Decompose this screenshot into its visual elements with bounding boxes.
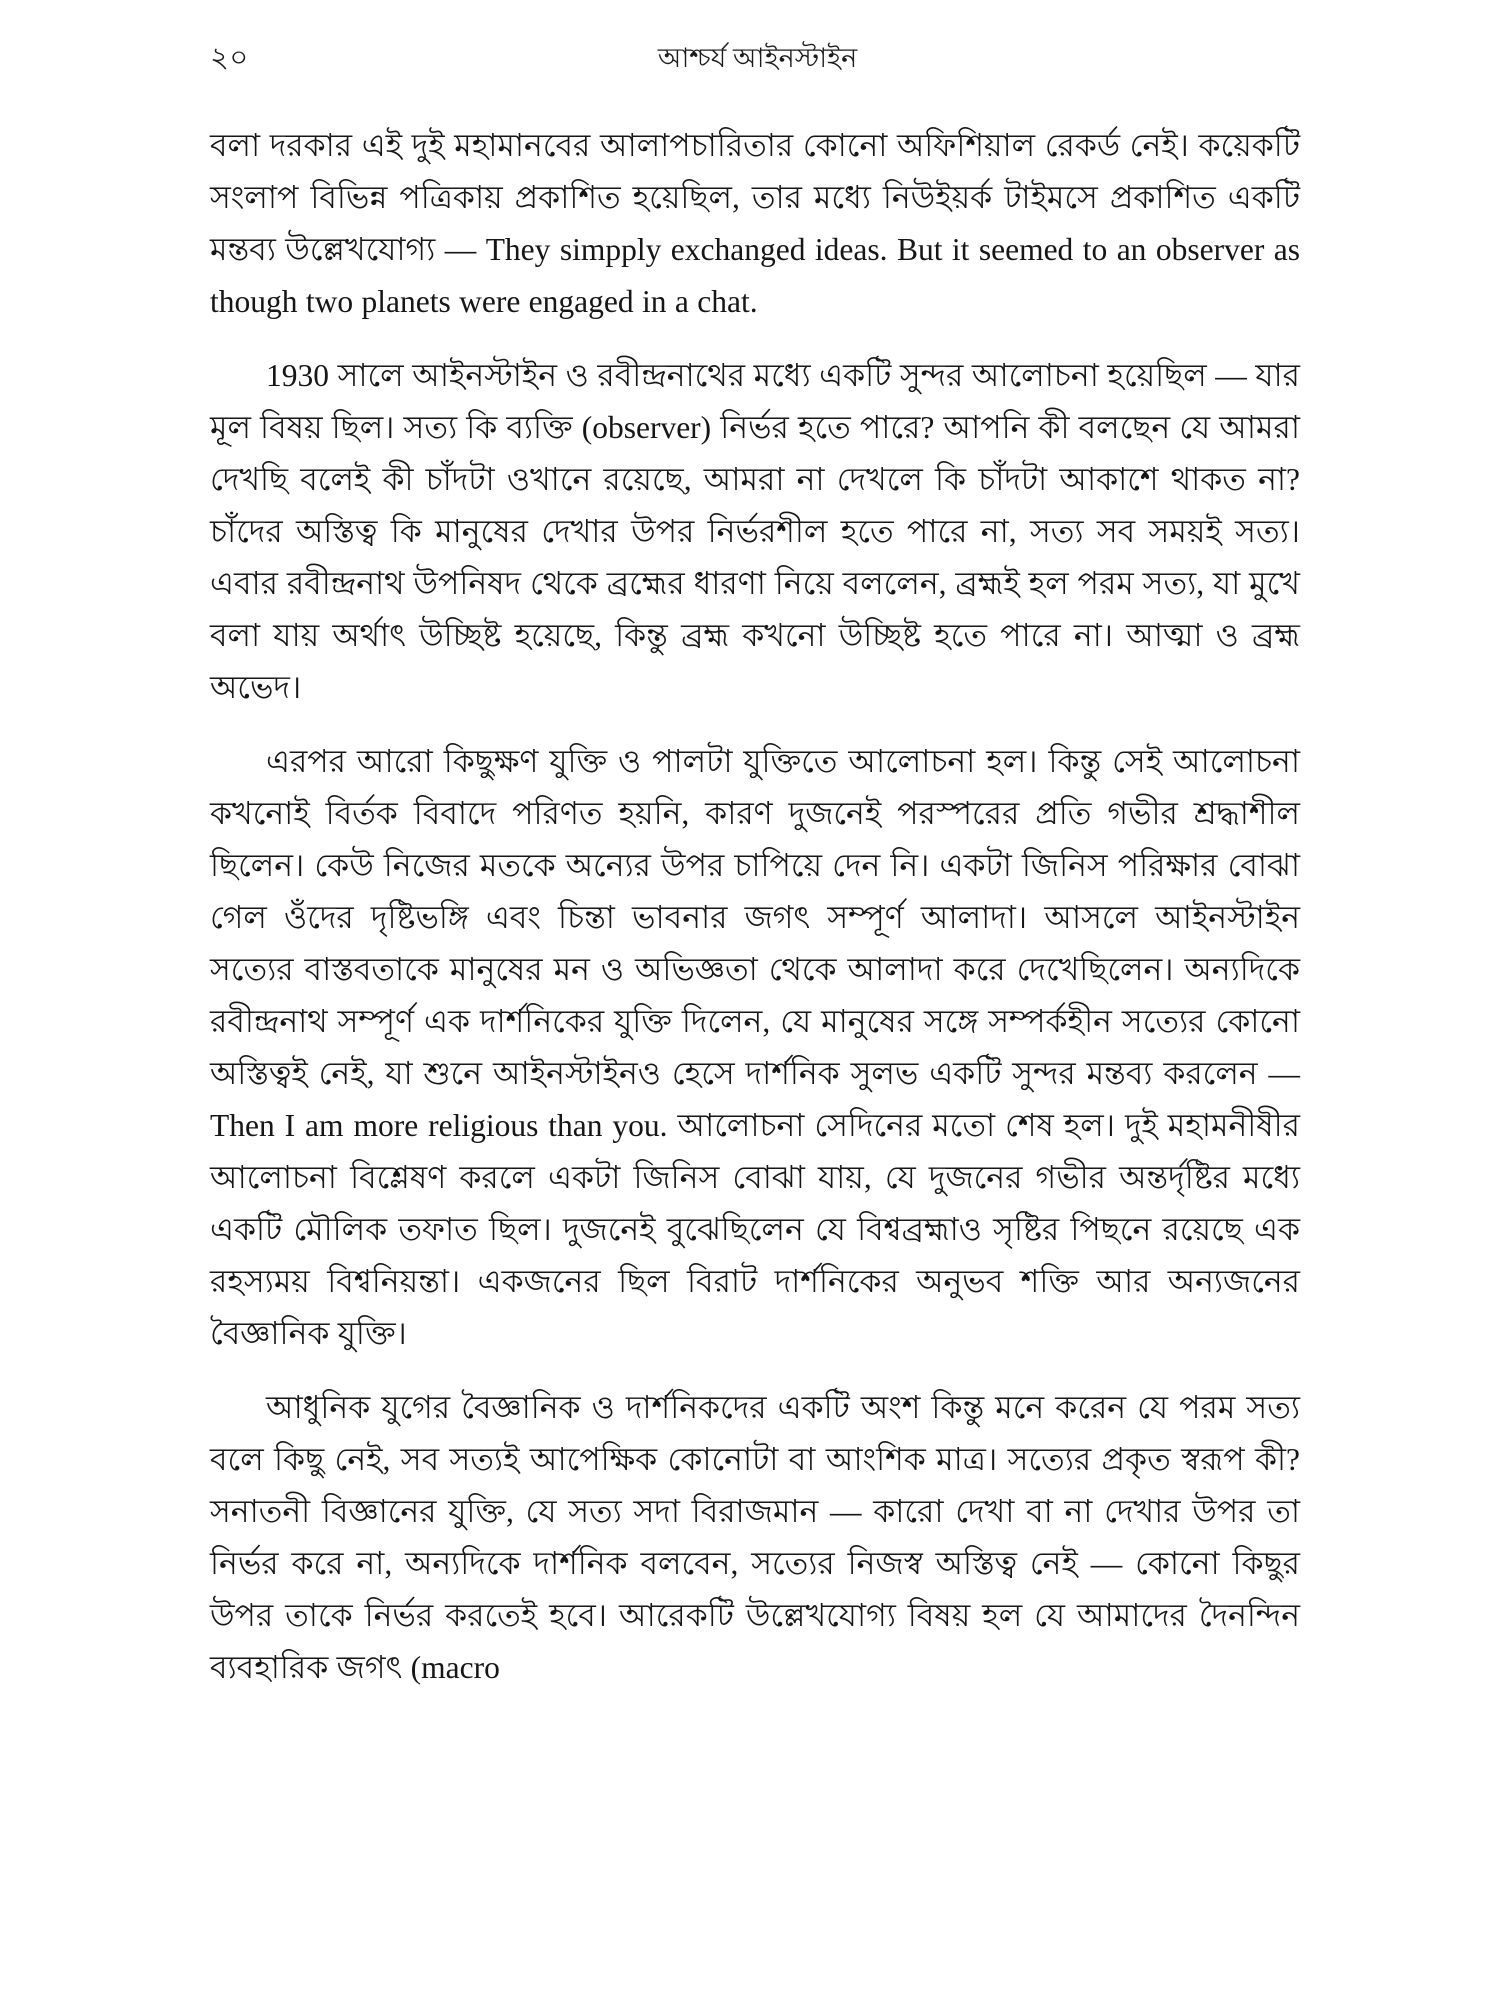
page-number: ২০ (210, 42, 249, 74)
paragraph-4: আধুনিক যুগের বৈজ্ঞানিক ও দার্শনিকদের একটি অংশ কিন্তু মনে করেন যে পরম সত্য বলে কিছু নেই, সব সত্যই আপেক্ষিক কোনোটা বা আংশিক মাত্র। সত্যের প্রকৃত স্বরূপ কী? সনাতনী বিজ্ঞানের যুক্তি, যে সত্য সদা বিরাজমান — কারো দেখা বা না দেখার উপর তা নির্ভর করে না, অন্যদিকে দার্শনিক বলবেন, সত্যের নিজস্ব অস্তিত্ব নেই — কোনো কিছুর উপর তাকে নির্ভর করতেই হবে। আরেকটি উল্লেখযোগ্য বিষয় হল যে আমাদের দৈনন্দিন ব্যবহারিক জগৎ (macro (210, 1390, 1300, 1685)
paragraph-3: এরপর আরো কিছুক্ষণ যুক্তি ও পালটা যুক্তিতে আলোচনা হল। কিন্তু সেই আলোচনা কখনোই বির্তক বিবাদে পরিণত হয়নি, কারণ দুজনেই পরস্পরের প্রতি গভীর শ্রদ্ধাশীল ছিলেন। কেউ নিজের মতকে অন্যের উপর চাপিয়ে দেন নি। একটা জিনিস পরিক্ষার বোঝা গেল ওঁদের দৃষ্টিভঙ্গি এবং চিন্তা ভাবনার জগৎ সম্পূর্ণ আলাদা। আসলে আইনস্টাইন সত্যের বাস্তবতাকে মানুষের মন ও অভিজ্ঞতা থেকে আলাদা করে দেখেছিলেন। অন্যদিকে রবীন্দ্রনাথ সম্পূর্ণ এক দার্শনিকের যুক্তি দিলেন, যে মানুষের সঙ্গে সম্পর্কহীন সত্যের কোনো অস্তিত্বই নেই, যা শুনে আইনস্টাইনও হেসে দার্শনিক সুলভ একটি সুন্দর মন্তব্য করলেন — Then I am more religious than you. আলোচনা সেদিনের মতো শেষ হল। দুই মহামনীষীর আলোচনা বিশ্লেষণ করলে একটা জিনিস বোঝা যায়, যে দুজনের গভীর অন্তর্দৃষ্টির মধ্যে একটি মৌলিক তফাত ছিল। দুজনেই বুঝেছিলেন যে বিশ্বব্রহ্মাও সৃষ্টির পিছনে রয়েছে এক রহস্যময় বিশ্বনিয়ন্তা। একজনের ছিল বিরাট দার্শনিকের অনুভব শক্তি আর অন্যজনের বৈজ্ঞানিক যুক্তি। (210, 744, 1300, 1351)
paragraph-2: 1930 সালে আইনস্টাইন ও রবীন্দ্রনাথের মধ্যে একটি সুন্দর আলোচনা হয়েছিল — যার মূল বিষয় ছিল। সত্য কি ব্যক্তি (observer) নির্ভর হতে পারে? আপনি কী বলছেন যে আমরা দেখছি বলেই কী চাঁদটা ওখানে রয়েছে, আমরা না দেখলে কি চাঁদটা আকাশে থাকত না? চাঁদের অস্তিত্ব কি মানুষের দেখার উপর নির্ভরশীল হতে পারে না, সত্য সব সময়ই সত্য। এবার রবীন্দ্রনাথ উপনিষদ থেকে ব্রহ্মের ধারণা নিয়ে বললেন, ব্রহ্মই হল পরম সত্য, যা মুখে বলা যায় অর্থাৎ উচ্ছিষ্ট হয়েছে, কিন্তু ব্রহ্ম কখনো উচ্ছিষ্ট হতে পারে না। আত্মা ও ব্রহ্ম অভেদ। (210, 358, 1300, 705)
running-title: আশ্চর্য আইনস্টাইন (657, 43, 858, 73)
body-text-column (210, 120, 1300, 1694)
paragraph-1: বলা দরকার এই দুই মহামানবের আলাপচারিতার কোনো অফিশিয়াল রেকর্ড নেই। কয়েকটি সংলাপ বিভিন্ন পত্রিকায় প্রকাশিত হয়েছিল, তার মধ্যে নিউইয়র্ক টাইমসে প্রকাশিত একটি মন্তব্য উল্লেখযোগ্য — They simpply exchanged ideas. But it seemed to an observer as though two planets were engaged in a chat. (210, 128, 1300, 319)
page-header (210, 38, 1305, 78)
